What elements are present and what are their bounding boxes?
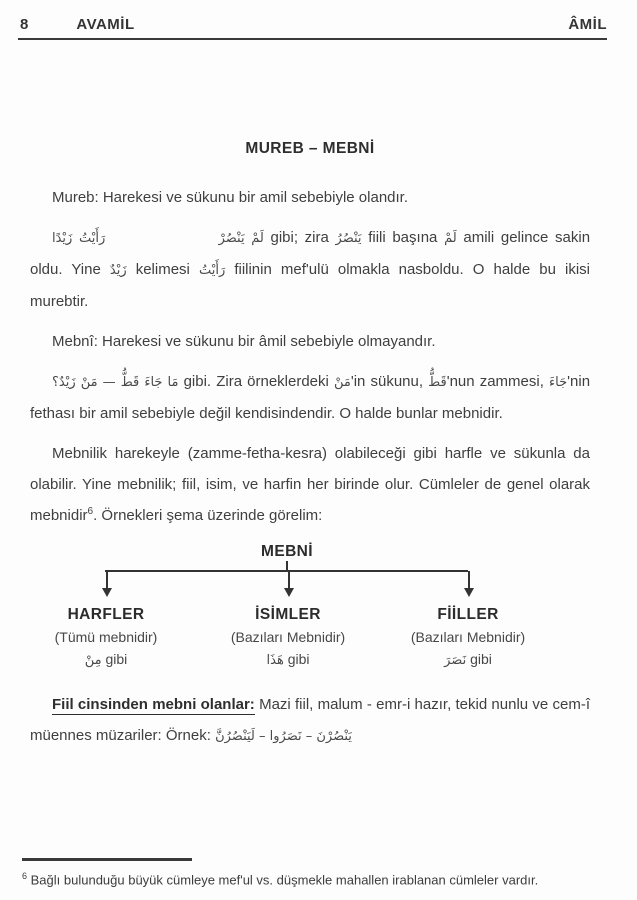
example-suffix: gibi <box>470 651 492 667</box>
arabic-word-lam: لَمْ <box>444 231 457 246</box>
header-right-title: ÂMİL <box>568 16 607 33</box>
diagram-branch-label-isimler: İSİMLER <box>255 606 321 623</box>
bold-underlined-lead: Fiil cinsinden mebni olanlar: <box>52 696 255 713</box>
paragraph-text: 'nun zammesi, <box>446 373 544 390</box>
paragraph-text: gibi; zira <box>270 229 329 246</box>
diagram-down-arrow-fiiller <box>468 571 470 593</box>
footnote-marker: 6 <box>22 870 28 881</box>
paragraph-mureb-examples <box>30 222 590 317</box>
paragraph-text: fiili başına <box>368 229 438 246</box>
diagram-branch-example-fiiller <box>444 651 492 668</box>
footnote-separator-line <box>22 858 192 861</box>
diagram-down-arrow-harfler <box>106 571 108 593</box>
diagram-root-connector-line <box>286 561 288 570</box>
paragraph-fiil-cinsinden <box>30 689 590 752</box>
footnote-body: Bağlı bulunduğu büyük cümleye mef'ul vs. düşmekle mahallen irablanan cümleler vardır. <box>30 872 539 887</box>
paragraph-text: gibi. Zira örneklerdeki <box>183 373 329 390</box>
footnote-text <box>22 868 597 888</box>
arabic-word-raaytu: رَأَيْتُ <box>198 263 226 278</box>
diagram-branch-label-harfler: HARFLER <box>67 606 145 623</box>
arabic-examples-muzari-list: يَنْصُرْنَ – نَصَرُوا – لَيَنْصُرُنَّ <box>215 729 352 744</box>
arabic-word-haza: هَذَا <box>266 653 284 668</box>
paragraph-text: kelimesi <box>135 261 190 278</box>
paragraph-mureb-definition: Mureb: Harekesi ve sükunu bir amil sebebiyle olandır. <box>52 189 409 206</box>
diagram-root-label: MEBNİ <box>261 543 313 560</box>
paragraph-text: . Örnekleri şema üzerinde görelim: <box>93 507 323 524</box>
diagram-branch-example-isimler <box>267 651 310 668</box>
footnote-reference: 6 <box>87 506 94 517</box>
paragraph-text: fiilinin mef'ulü olmakla nasboldu. O halde bu ikisi murebtir. <box>30 261 591 310</box>
diagram-branch-example-harfler <box>85 651 128 668</box>
paragraph-mebni-examples <box>30 366 590 429</box>
arabic-word-zaydun: زَيْدٌ <box>109 263 127 278</box>
diagram-branch-label-fiiller: FİİLLER <box>437 606 499 623</box>
section-title: MUREB – MEBNİ <box>245 140 375 157</box>
paragraph-text: Mebnilik harekeyle (zamme-fetha-kesra) olabileceği gibi harfle ve sükunla da olabilir. Yine mebnilik; fiil, isim, ve harfin her birinde olur. Cümleler de genel olarak mebnidir <box>30 445 590 524</box>
diagram-branch-note-fiiller: (Bazıları Mebnidir) <box>410 629 526 645</box>
example-suffix: gibi <box>287 651 310 667</box>
page-header <box>18 16 607 40</box>
arabic-word-yansuru: يَنْصُرُ <box>335 231 362 246</box>
mebni-tree-diagram <box>30 543 590 673</box>
arabic-word-min: مِنْ <box>84 653 102 668</box>
paragraph-text: 'in sükunu, <box>350 373 424 390</box>
arabic-word-qattu: قَطُّ <box>428 375 447 390</box>
arabic-word-nasara: نَصَرَ <box>444 653 467 668</box>
arabic-word-jaa: جَاءَ <box>549 375 568 390</box>
arabic-word-man: مَنْ <box>333 375 351 390</box>
footnote-block <box>22 858 597 888</box>
diagram-horizontal-connector-line <box>105 570 468 572</box>
diagram-branch-note-isimler: (Bazıları Mebnidir) <box>230 629 346 645</box>
paragraph-mebnilik <box>30 438 590 531</box>
diagram-branch-note-harfler: (Tümü mebnidir) <box>54 629 158 645</box>
arabic-example-ma-jaa-qattu-man-zaydun: مَا جَاءَ قَطُّ — مَنْ زَيْدٌ؟ <box>52 375 179 390</box>
arabic-example-lam-yansur: لَمْ يَنْصُرْ <box>218 231 264 246</box>
paragraph-text: Mazi fiil, malum - emr-i hazır, tekid nunlu ve cem-î müennes müzariler: Örnek: <box>30 696 590 744</box>
paragraph-text: amili gelince sakin oldu. Yine <box>30 229 591 278</box>
page-number: 8 <box>20 16 29 33</box>
diagram-down-arrow-isimler <box>288 571 290 593</box>
example-suffix: gibi <box>105 651 128 667</box>
arabic-example-raaytu-zaydan: رَأَيْتُ زَيْدًا <box>52 231 106 246</box>
paragraph-text: 'nin fethası bir amil sebebiyle değil kendisindendir. O halde bunlar mebnidir. <box>30 373 591 422</box>
page-content <box>30 140 590 752</box>
paragraph-mebni-definition: Mebnî: Harekesi ve sükunu bir âmil sebebiyle olmayandır. <box>52 333 436 350</box>
header-left-title: AVAMİL <box>76 16 135 33</box>
